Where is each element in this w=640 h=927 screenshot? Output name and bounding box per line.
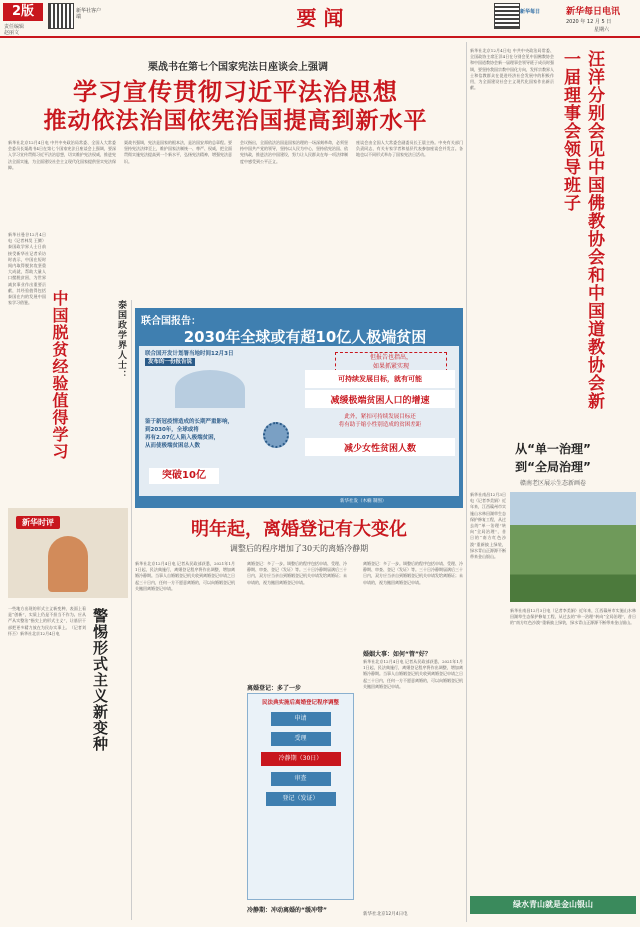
divorce-byline: 新华社北京12月4日电 <box>363 912 408 917</box>
lead-kicker: 栗战书在第七个国家宪法日座谈会上强调 <box>148 62 328 73</box>
divorce-body-col3b: 新华社北京12月4日电 记者从民政部获悉，2021年1月1日起，民法典施行，离婚登记程序将作出调整，增加离婚冷静期。当事人自婚姻登记机关收到离婚登记申请之日起三十日内，任何一方不愿意离婚的，可以向婚姻登记机关撤回离婚登记申请。 <box>363 659 463 689</box>
issue-weekday: 星期六 <box>594 27 610 33</box>
divorce-subhead3: 婚姻大事：如何“管”好？ <box>363 651 431 658</box>
release-note: 联合国开发计划署当地时间12月3日 发布的一份报告说 <box>145 351 234 365</box>
eco-body-col1: 新华社南昌12月3日电（记者李美娟）近年来，江西赣州市实施山水林田湖草生态保护修复工程，从过去的“单一治理”转向“全局治理”，昔日的“南方红色沙漠”重新披上绿装，绿水青山正源源不断带来金山银山。 <box>470 492 506 560</box>
side-story-title: 中国脱贫经验值得学习 <box>50 290 69 460</box>
infographic-title: 联合国报告： <box>141 316 201 327</box>
eco-photo <box>510 492 636 602</box>
infographic-headline: 2030年全球或有超10亿人极端贫困 <box>183 328 427 346</box>
divorce-flowchart <box>247 693 354 900</box>
divorce-subhead1: 离婚登记：多了一步 <box>247 685 302 692</box>
globe-icon <box>175 370 245 408</box>
lead-body-col2: 栗战书强调，宪法是国家的根本法，是治国安邦的总章程。要坚持宪法法律至上，维护国家法制统一、尊严、权威，把全面贯彻实施宪法提高到一个新水平，弘扬宪法精神，增强宪法意识。 <box>124 140 232 164</box>
issue-date: 2020 年 12 月 5 日 <box>566 19 612 25</box>
goal-line4: 将有助于缩小性别造成的贫困差距 <box>338 422 422 428</box>
person-figure-icon <box>48 536 88 592</box>
flow-step-review: 审查 <box>271 772 331 786</box>
poverty-infographic <box>135 308 463 508</box>
lead-title-line2: 推动依法治国依宪治国提高到新水平 <box>43 108 428 134</box>
eco-footer-banner: 绿水青山就是金山银山 <box>470 896 636 914</box>
flow-step-apply: 申请 <box>271 712 331 726</box>
infographic-credit: 新华社发（木楠 制图） <box>340 499 387 504</box>
page-header <box>0 0 640 40</box>
header-rule <box>0 36 640 38</box>
qr-code-left-icon[interactable] <box>48 3 74 29</box>
wang-yang-body: 新华社北京12月4日电 中共中央政治局常委、全国政协主席汪洋4日在分别会见中国佛教协会和中国道教协会新一届理事会领导班子成员时强调，要坚持我国宗教中国化方向，发挥宗教界人士和信教群众在促进经济社会发展中的积极作用，为全面建设社会主义现代化国家作出新贡献。 <box>470 48 554 91</box>
commentary-illustration <box>8 508 128 598</box>
lead-body-col1: 新华社北京12月4日电 中共中央政治局常委、全国人大常委会委员长栗战书4日在第七个国家宪法日座谈会上强调，要深入学习宣传贯彻习近平法治思想，切实维护宪法权威，推进宪法全面实施，为全面建设社会主义现代化国家提供坚实宪法保障。 <box>8 140 116 170</box>
qr-code-right-label: 新华每日 <box>520 9 541 15</box>
divorce-subhead2: 冷静期：冲动离婚的“缓冲带” <box>247 907 327 914</box>
section-title: 要 闻 <box>296 6 344 30</box>
goal-line2: 减缓极端贫困人口的增速 <box>305 390 455 408</box>
goal-line5: 减少女性贫困人数 <box>305 438 455 456</box>
flow-step-cooling: 冷静期（30日） <box>261 752 341 766</box>
goals-panel <box>305 370 455 456</box>
flow-step-accept: 受理 <box>271 732 331 746</box>
goal-line1: 可持续发展目标，就有可能 <box>305 370 455 388</box>
divorce-title: 明年起，离婚登记有大变化 <box>191 519 407 540</box>
side-story-body: 新华社曼谷12月4日电（记者林昊 王腾）泰国政学界人士日前接受新华社记者采访时表示，中国在短时间内取得脱贫攻坚重大成就，帮助大量人口摆脱贫困，为世界减贫事业作出重要贡献，其经验值得包括泰国在内的发展中国家学习借鉴。 <box>8 232 46 306</box>
lead-body-col3: 会议指出，全面依法治国是国家治理的一场深刻革命，必须坚持中国共产党的领导，坚持以人民为中心，坚持依宪治国、依宪执政，推进法治中国建设，努力让人民群众在每一项法律制度中感受到公平正义。 <box>240 140 348 164</box>
wang-yang-title: 汪洋分别会见中国佛教协会和中国道教协会新一届理事会领导班子 <box>560 50 604 410</box>
editor-label: 责任编辑 赵丽文 <box>4 24 25 36</box>
commentary-tag: 新华时评 <box>16 516 60 529</box>
commentary-title: 警惕形式主义新变种 <box>91 608 109 752</box>
divorce-body-col2: 离婚登记：多了一步。调整后的程序包括申请、受理、冷静期、审查、登记（发证）等。三十日冷静期届满后三十日内，双方应当亲自到婚姻登记机关申请发给离婚证；未申请的，视为撤回离婚登记申请。 <box>247 561 347 585</box>
virus-icon <box>263 422 289 448</box>
column-rule-left <box>131 300 132 920</box>
divorce-body-col1: 新华社北京12月4日电 记者从民政部获悉，2021年1月1日起，民法典施行，离婚登记程序将作出调整，增加离婚冷静期。当事人自婚姻登记机关收到离婚登记申请之日起三十日内，任何一方不愿意离婚的，可以向婚姻登记机关撤回离婚登记申请。 <box>135 561 235 591</box>
divorce-body-col3: 离婚登记：多了一步。调整后的程序包括申请、受理、冷静期、审查、登记（发证）等。三十日冷静期届满后三十日内，双方应当亲自到婚姻登记机关申请发给离婚证；未申请的，视为撤回离婚登记申请。 <box>363 561 463 585</box>
hope-note: 但报告也指出， 如果抓紧实现 <box>335 352 447 372</box>
page-number-badge: 2版 <box>3 3 43 21</box>
commentary-body: 一些地方出现的形式主义新变种，表面上看是“创新”，实质上仍是不担当不作为。应从严从实整治“指尖上的形式主义”，让基层干部把更多精力放在为民办实事上。（记者刘怀丕）新华社北京12月4日电 <box>8 606 86 636</box>
commentary-block <box>8 508 128 920</box>
eco-body-col2: 新华社南昌12月3日电（记者李美娟）近年来，江西赣州市实施山水林田湖草生态保护修复工程，从过去的“单一治理”转向“全局治理”，昔日的“南方红色沙漠”重新披上绿装，绿水青山正源源不断带来金山银山。 <box>510 608 636 626</box>
flow-step-register: 登记（发证） <box>266 792 336 806</box>
divorce-story <box>135 515 463 920</box>
wang-yang-story <box>470 44 636 434</box>
paper-name: 新华每日电讯 <box>566 7 621 17</box>
goal-line3: 此外，紧扣可持续发展目标还 <box>344 414 416 420</box>
column-rule-right <box>466 42 467 922</box>
lead-title-line1: 学习宣传贯彻习近平法治思想 <box>73 78 398 106</box>
side-story-kicker: 泰国政学界人士： <box>116 300 126 380</box>
qr-code-right-icon[interactable] <box>494 3 520 29</box>
covid-note: 鉴于新冠疫情造成的长期严重影响， 到2030年，全球或将 再有2.07亿人陷入极端贫困， 从而使极端贫困总人数 <box>145 419 234 449</box>
eco-title-line1: 从“单一治理” <box>515 442 591 456</box>
total-highlight: 突破10亿 <box>149 468 219 484</box>
qr-code-left-label: 新华社客户端 <box>76 8 102 20</box>
side-story <box>8 230 128 480</box>
eco-story <box>470 440 636 920</box>
flowchart-title: 民法典实施后离婚登记程序调整 <box>261 700 339 706</box>
eco-byline: 赣南老区展示生态新画卷 <box>519 480 586 487</box>
divorce-subtitle: 调整后的程序增加了30天的离婚冷静期 <box>229 544 369 553</box>
eco-title-line2: 到“全局治理” <box>515 460 591 474</box>
lead-body-col4: 座谈会由全国人大常委会副委员长王晨主持。中央有关部门负责同志，有关专家学者和基层代表参加座谈会并发言。各地也以不同形式举办了国家宪法日活动。 <box>356 140 463 158</box>
